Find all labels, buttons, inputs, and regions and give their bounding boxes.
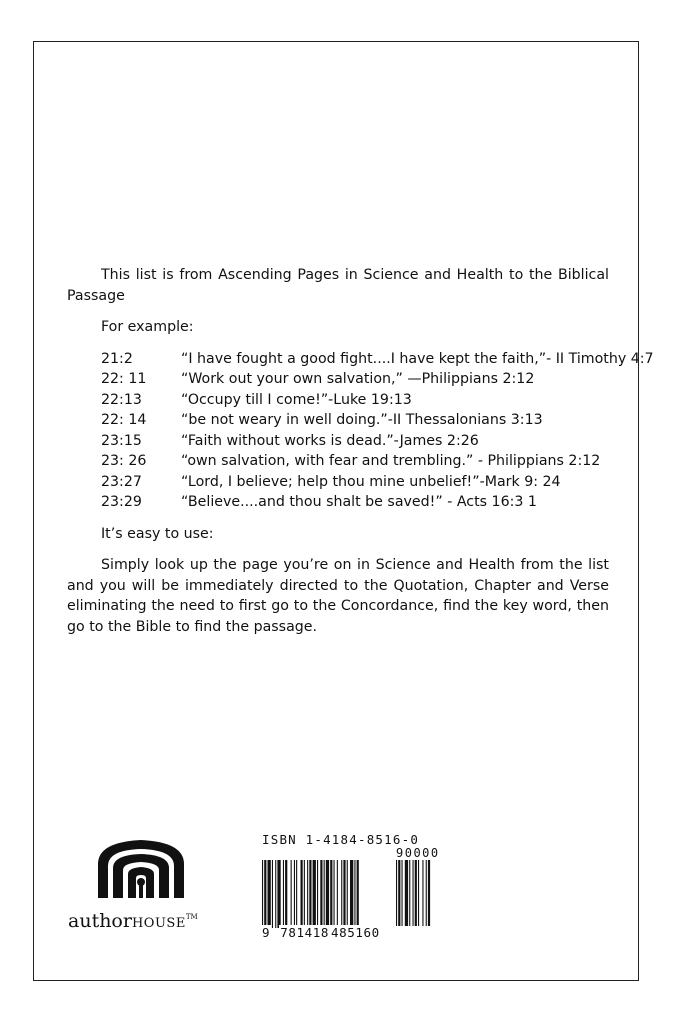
example-page-ref: 23: 26 <box>101 453 147 469</box>
example-row <box>67 410 609 431</box>
instructions-paragraph: Simply look up the page you’re on in Science and Health from the list and you will be immediately directed to the Quotation, Chapter and Verse eliminating the need to first go to the Concordance, find the key word, then go to the Bible to find the passage. <box>67 557 609 635</box>
example-quote: “Believe....and thou shalt be saved!” - Acts 16:3 1 <box>181 494 537 510</box>
authorhouse-logo <box>68 838 218 948</box>
example-page-ref: 23:15 <box>101 432 142 449</box>
example-row <box>67 472 609 493</box>
example-page-ref: 22: 11 <box>101 371 147 387</box>
example-quote: “be not weary in well doing.”-II Thessalonians 3:13 <box>181 412 543 428</box>
easy-label: It’s easy to use: <box>101 525 214 542</box>
house-arch-icon <box>96 838 186 900</box>
example-page-ref: 23:27 <box>101 473 142 490</box>
wordmark-house: HOUSE <box>131 916 186 931</box>
ean-left: 781418 <box>280 925 330 940</box>
wordmark-author: author <box>68 910 132 932</box>
example-row <box>67 492 609 513</box>
ean-lead: 9 <box>262 925 271 940</box>
isbn-label: ISBN 1-4184-8516-0 <box>262 832 420 847</box>
example-row <box>67 390 609 411</box>
example-quote: “own salvation, with fear and trembling.” - Philippians 2:12 <box>181 453 601 469</box>
trademark: TM <box>185 913 198 921</box>
publisher-wordmark <box>68 910 218 932</box>
price-code: 90000 <box>396 846 440 860</box>
example-quote: “Lord, I believe; help thou mine unbelief!”-Mark 9: 24 <box>181 473 561 490</box>
example-row <box>67 369 609 390</box>
example-page-ref: 22: 14 <box>101 412 147 428</box>
example-page-ref: 21:2 <box>101 350 133 367</box>
back-cover-text <box>67 265 654 637</box>
intro-paragraph: This list is from Ascending Pages in Science and Health to the Biblical Passage <box>67 267 609 304</box>
example-row <box>67 431 609 452</box>
example-list <box>67 349 654 513</box>
example-quote: “Work out your own salvation,” —Philippians 2:12 <box>181 371 535 387</box>
example-quote: “I have fought a good fight....I have kept the faith,”- II Timothy 4:7 <box>181 350 654 367</box>
example-quote: “Occupy till I come!”-Luke 19:13 <box>181 391 412 408</box>
example-label: For example: <box>101 319 194 335</box>
example-page-ref: 22:13 <box>101 391 142 408</box>
example-quote: “Faith without works is dead.”-James 2:26 <box>181 432 479 449</box>
example-row <box>67 451 609 472</box>
example-row <box>67 349 654 370</box>
ean-digits <box>261 925 381 940</box>
ean-right: 485160 <box>331 925 380 940</box>
example-page-ref: 23:29 <box>101 494 142 510</box>
